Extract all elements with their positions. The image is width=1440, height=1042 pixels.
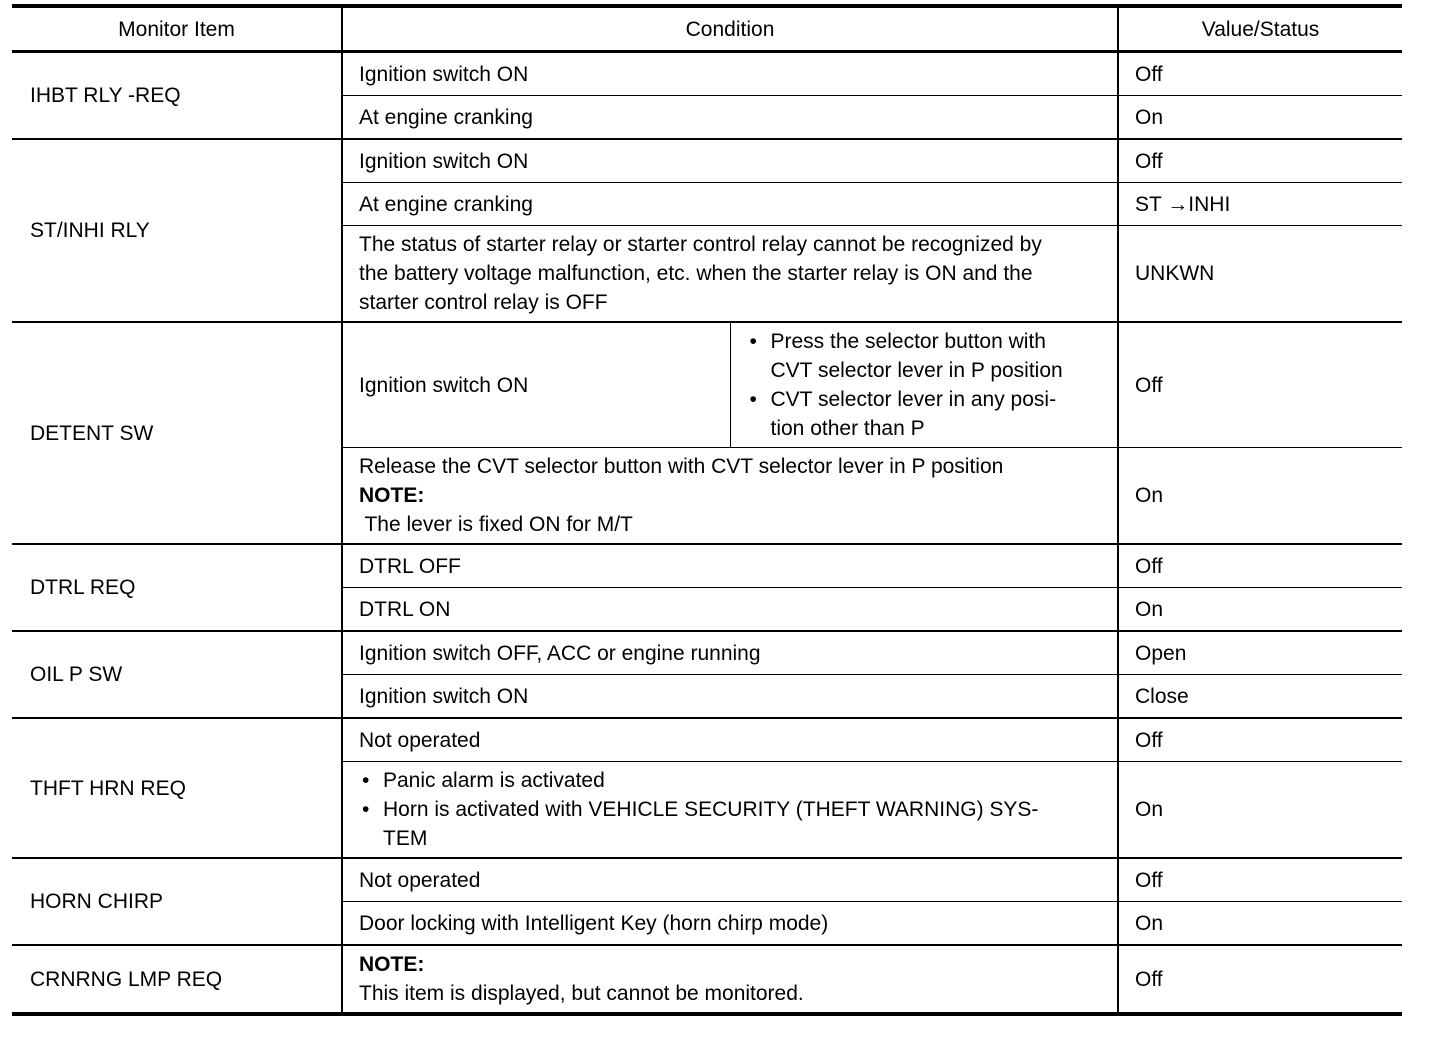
bullet-line: • Press the selector button with bbox=[770, 330, 1046, 353]
table-row bbox=[12, 858, 1402, 902]
note-text: The lever is fixed ON for M/T bbox=[359, 513, 633, 536]
condition-cell: Ignition switch ON bbox=[342, 139, 1118, 183]
value-cell: Off bbox=[1118, 858, 1402, 902]
table-row bbox=[12, 139, 1402, 183]
monitor-item: DTRL REQ bbox=[30, 576, 136, 599]
value-cell: Off bbox=[1118, 718, 1402, 762]
condition-cell: At engine cranking bbox=[342, 183, 1118, 226]
condition-cell bbox=[342, 945, 1118, 1014]
bullet-line: TEM bbox=[383, 827, 428, 850]
condition-cell: Ignition switch ON bbox=[342, 52, 1118, 96]
bullet-list bbox=[359, 766, 1101, 853]
value-cell: On bbox=[1118, 902, 1402, 946]
table-row bbox=[12, 52, 1402, 96]
condition-cell: Not operated bbox=[342, 718, 1118, 762]
bullet-line: • Panic alarm is activated bbox=[383, 769, 605, 792]
value-cell: On bbox=[1118, 762, 1402, 859]
value-cell: On bbox=[1118, 588, 1402, 632]
bullet-item bbox=[747, 327, 1102, 385]
value-cell: UNKWN bbox=[1118, 226, 1402, 323]
note-text: This item is displayed, but cannot be monitored. bbox=[359, 982, 804, 1005]
condition-line: starter control relay is OFF bbox=[359, 291, 608, 314]
monitor-table bbox=[12, 4, 1402, 1016]
condition-cell bbox=[342, 226, 1118, 323]
table-header-row bbox=[12, 6, 1402, 52]
condition-cell: Ignition switch ON bbox=[342, 322, 730, 448]
sub-condition-cell bbox=[730, 322, 1118, 448]
condition-line: Release the CVT selector button with CVT selector lever in P position bbox=[359, 455, 1004, 478]
monitor-item: THFT HRN REQ bbox=[30, 776, 186, 800]
condition-cell: DTRL ON bbox=[342, 588, 1118, 632]
value-cell: Off bbox=[1118, 322, 1402, 448]
table-row bbox=[12, 322, 1402, 448]
value-cell: Off bbox=[1118, 139, 1402, 183]
condition-cell bbox=[342, 762, 1118, 859]
monitor-item: OIL P SW bbox=[30, 663, 123, 686]
monitor-item: HORN CHIRP bbox=[30, 890, 164, 913]
table-row bbox=[12, 718, 1402, 762]
bullet-line: • CVT selector lever in any posi- bbox=[770, 388, 1057, 411]
condition-cell: DTRL OFF bbox=[342, 544, 1118, 588]
condition-cell: Not operated bbox=[342, 858, 1118, 902]
value-cell: On bbox=[1118, 96, 1402, 140]
value-cell: Off bbox=[1118, 52, 1402, 96]
condition-cell: Ignition switch ON bbox=[342, 675, 1118, 719]
header-value-status: Value/Status bbox=[1118, 6, 1402, 52]
condition-cell: Door locking with Intelligent Key (horn chirp mode) bbox=[342, 902, 1118, 946]
value-cell: On bbox=[1118, 448, 1402, 545]
monitor-item: CRNRNG LMP REQ bbox=[30, 967, 223, 991]
value-cell: Open bbox=[1118, 631, 1402, 675]
condition-line: The status of starter relay or starter control relay cannot be recognized by bbox=[359, 233, 1042, 256]
bullet-line: CVT selector lever in P position bbox=[770, 359, 1063, 382]
bullet-list bbox=[747, 327, 1102, 443]
header-monitor-item: Monitor Item bbox=[118, 17, 235, 41]
note-label: NOTE: bbox=[359, 484, 425, 507]
value-cell: Off bbox=[1118, 945, 1402, 1014]
bullet-item bbox=[747, 385, 1102, 443]
monitor-item: DETENT SW bbox=[30, 421, 154, 445]
value-cell: Close bbox=[1118, 675, 1402, 719]
condition-line: the battery voltage malfunction, etc. when the starter relay is ON and the bbox=[359, 262, 1033, 285]
monitor-item: ST/INHI RLY bbox=[30, 219, 150, 242]
value-cell: ST →INHI bbox=[1118, 183, 1402, 226]
condition-cell: At engine cranking bbox=[342, 96, 1118, 140]
table-row bbox=[12, 544, 1402, 588]
table-row bbox=[12, 945, 1402, 1014]
monitor-item: IHBT RLY -REQ bbox=[30, 84, 181, 107]
value-cell: Off bbox=[1118, 544, 1402, 588]
condition-cell: Ignition switch OFF, ACC or engine running bbox=[342, 631, 1118, 675]
bullet-line: • Horn is activated with VEHICLE SECURITY (THEFT WARNING) SYS- bbox=[383, 798, 1039, 821]
table-row bbox=[12, 631, 1402, 675]
condition-cell bbox=[342, 448, 1118, 545]
bullet-item bbox=[359, 766, 1101, 795]
bullet-item bbox=[359, 795, 1101, 853]
header-condition: Condition bbox=[342, 6, 1118, 52]
note-label: NOTE: bbox=[359, 953, 425, 976]
bullet-line: tion other than P bbox=[770, 417, 925, 440]
